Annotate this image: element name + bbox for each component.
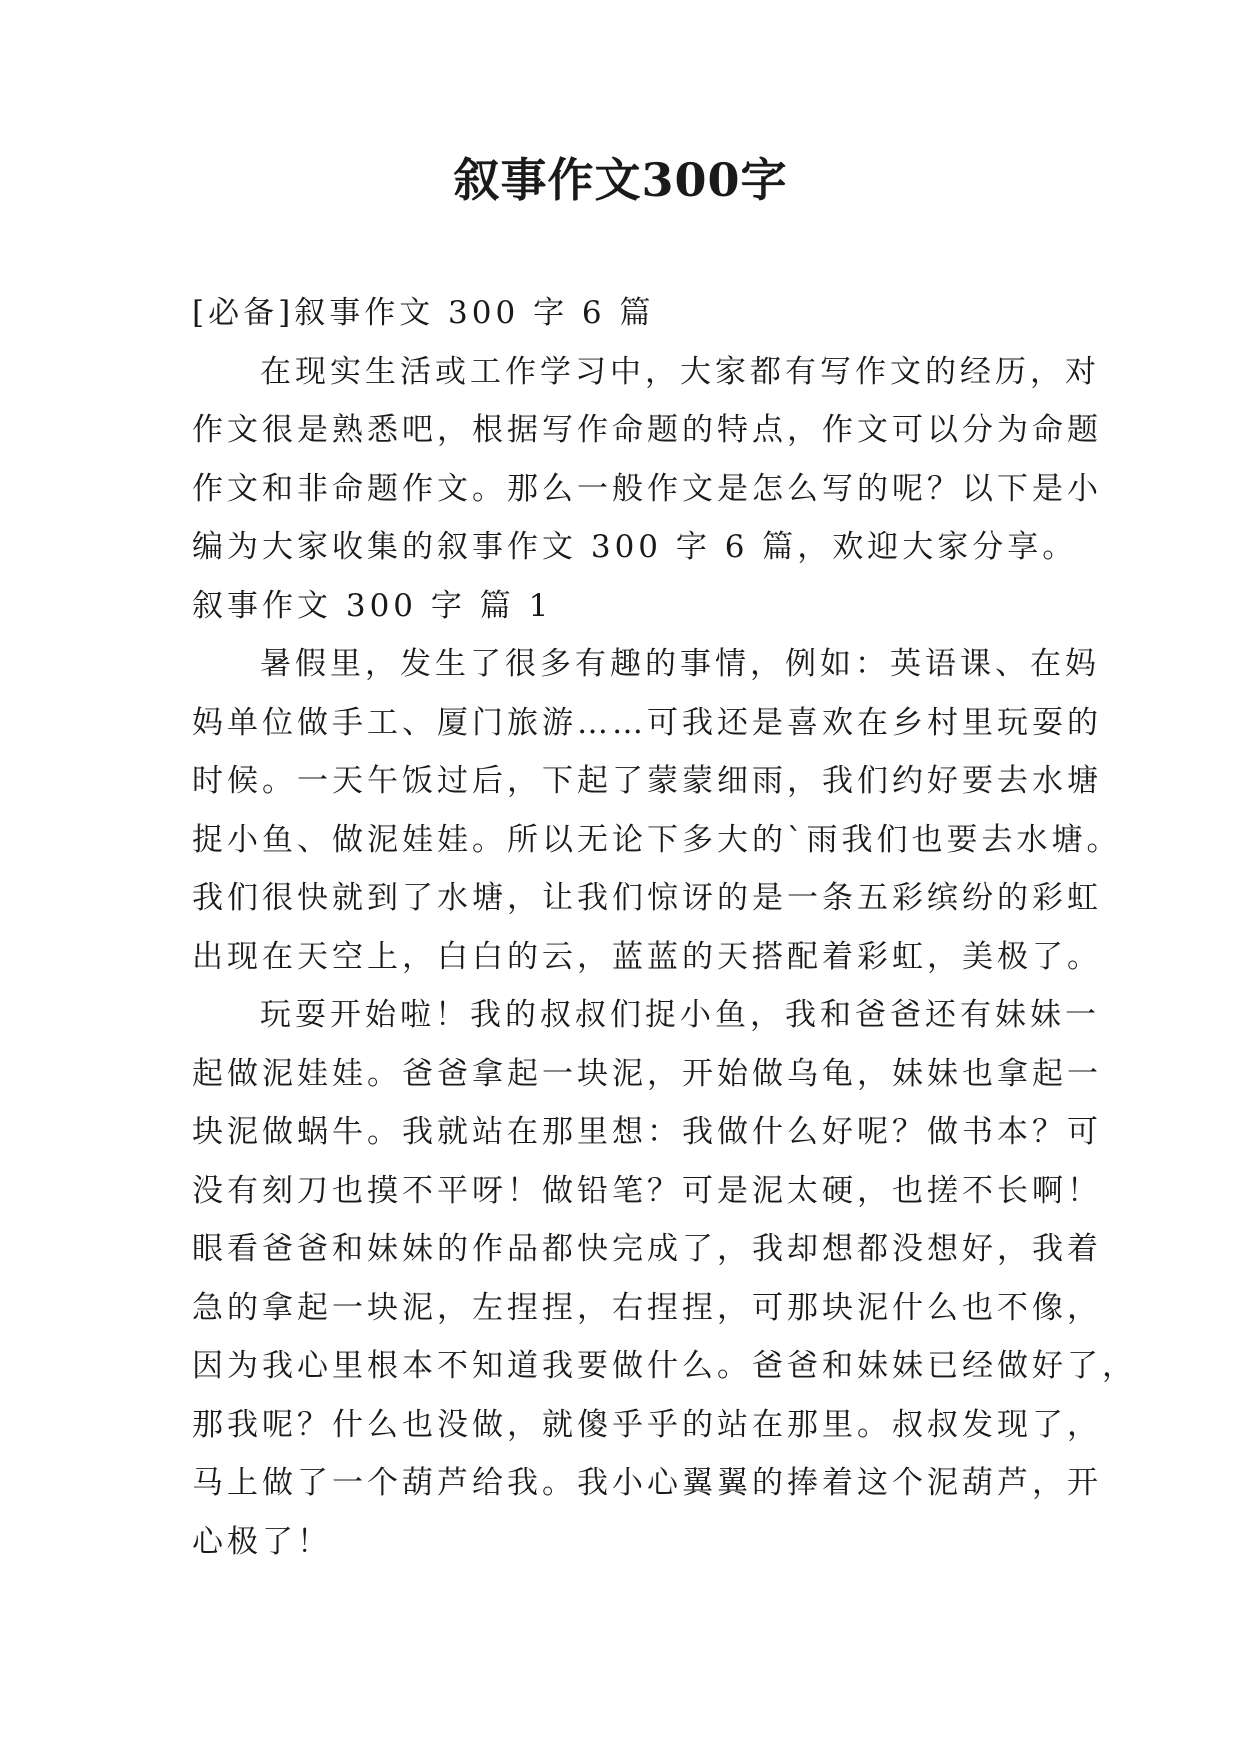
text-line: 心极了！: [192, 1523, 332, 1560]
text-line: 在现实生活或工作学习中，大家都有写作文的经历，对: [260, 353, 1100, 390]
text-line: 捉小鱼、做泥娃娃。所以无论下多大的`雨我们也要去水塘。: [192, 821, 1122, 858]
text-line: [必备]叙事作文 300 字 6 篇: [192, 295, 655, 331]
text-line: 因为我心里根本不知道我要做什么。爸爸和妹妹已经做好了，: [192, 1348, 1137, 1384]
text-line: 时候。一天午饭过后，下起了蒙蒙细雨，我们约好要去水塘: [192, 763, 1102, 799]
text-line: 那我呢？什么也没做，就傻乎乎的站在那里。叔叔发现了，: [192, 1406, 1102, 1443]
text-line: 暑假里，发生了很多有趣的事情，例如：英语课、在妈: [260, 646, 1100, 682]
text-line: 起做泥娃娃。爸爸拿起一块泥，开始做乌龟，妹妹也拿起一: [192, 1055, 1102, 1092]
text-line: 块泥做蜗牛。我就站在那里想：我做什么好呢？做书本？可: [192, 1114, 1102, 1150]
text-line: 玩耍开始啦！我的叔叔们捉小鱼，我和爸爸还有妹妹一: [260, 997, 1100, 1033]
text-line: 叙事作文 300 字 篇 1: [192, 587, 553, 624]
text-line: 马上做了一个葫芦给我。我小心翼翼的捧着这个泥葫芦，开: [192, 1465, 1102, 1501]
text-line: 急的拿起一块泥，左捏捏，右捏捏，可那块泥什么也不像，: [192, 1289, 1102, 1326]
document-body: [192, 284, 1137, 1571]
text-line: 作文很是熟悉吧，根据写作命题的特点，作文可以分为命题: [192, 412, 1102, 448]
text-line: 作文和非命题作文。那么一般作文是怎么写的呢？以下是小: [192, 470, 1102, 507]
text-line: 编为大家收集的叙事作文 300 字 6 篇，欢迎大家分享。: [192, 529, 1078, 565]
text-line: 出现在天空上，白白的云，蓝蓝的天搭配着彩虹，美极了。: [192, 938, 1102, 975]
document-title: 叙事作文300字: [453, 153, 788, 207]
text-line: 妈单位做手工、厦门旅游……可我还是喜欢在乡村里玩耍的: [192, 704, 1102, 741]
text-line: 没有刻刀也摸不平呀！做铅笔？可是泥太硬，也搓不长啊！: [192, 1172, 1102, 1209]
text-line: 我们很快就到了水塘，让我们惊讶的是一条五彩缤纷的彩虹: [192, 880, 1102, 916]
text-line: 眼看爸爸和妹妹的作品都快完成了，我却想都没想好，我着: [192, 1231, 1102, 1267]
